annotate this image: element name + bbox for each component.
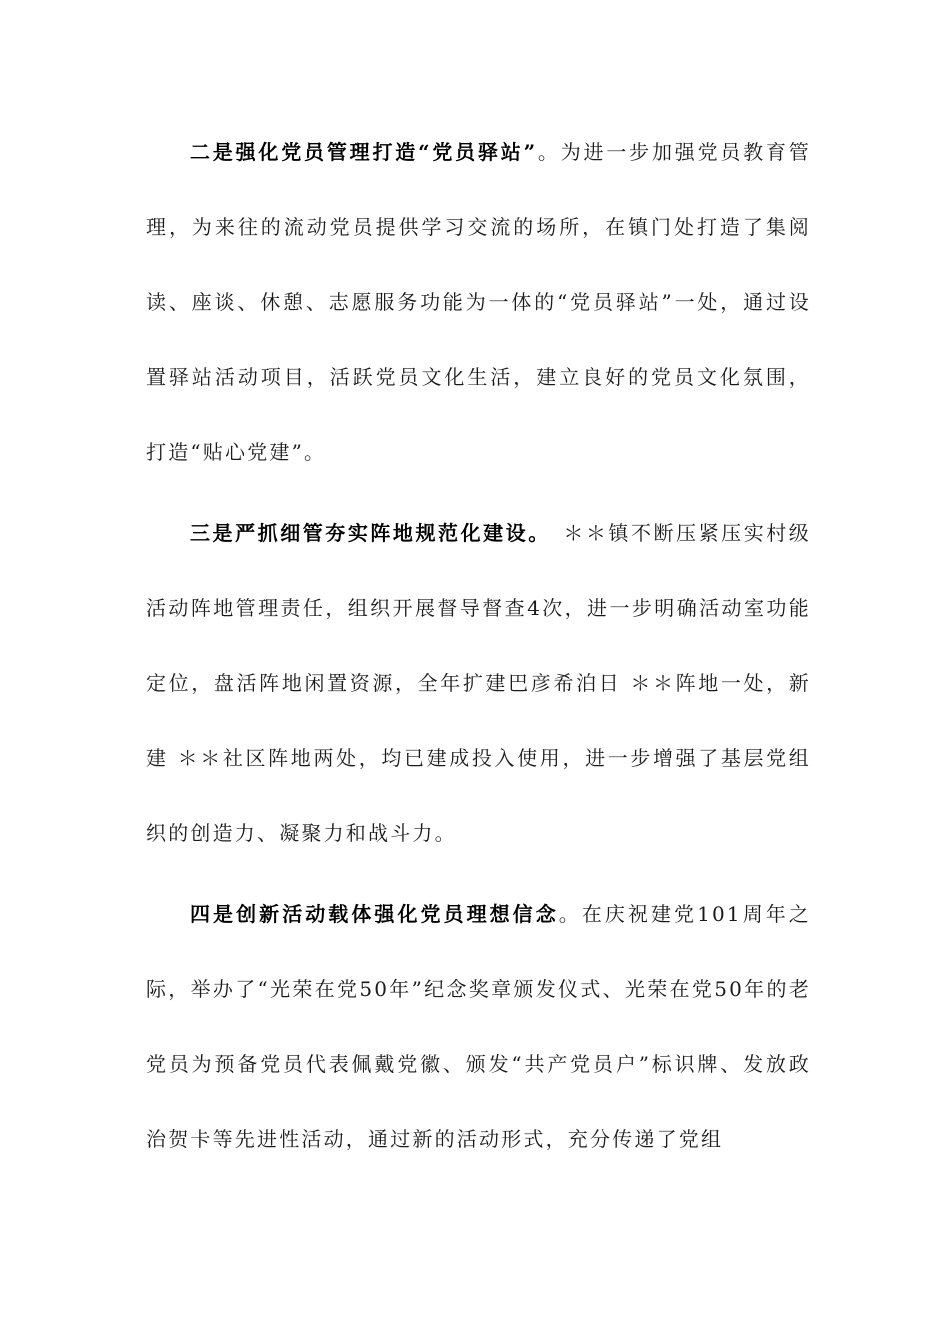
paragraph-heading: 四是创新活动载体强化党员理想信念 xyxy=(190,902,559,926)
paragraph-body: 。为进一步加强党员教育管理，为来往的流动党员提供学习交流的场所，在镇门处打造了集阅读、座谈、休憩、志愿服务功能为一体的“党员驿站”一处，通过设置驿站活动项目，活跃党员文化生活，建立良好的党员文化氛围，打造“贴心党建”。 xyxy=(146,140,811,464)
paragraph-body: ＊＊镇不断压紧压实村级活动阵地管理责任，组织开展督导督查4次，进一步明确活动室功能定位，盘活阵地闲置资源，全年扩建巴彦希泊日 ＊＊阵地一处，新建 ＊＊社区阵地两处，均已建成投入使用，进一步增强了基层党组织的创造力、凝聚力和战斗力。 xyxy=(146,521,811,845)
paragraph-heading: 二是强化党员管理打造“党员驿站” xyxy=(190,140,538,164)
paragraph-position-construction xyxy=(146,496,811,871)
paragraph-heading: 三是严抓细管夯实阵地规范化建设。 xyxy=(190,521,541,545)
paragraph-activity-innovation xyxy=(146,877,811,1177)
paragraph-body: 。在庆祝建党101周年之际，举办了“光荣在党50年”纪念奖章颁发仪式、光荣在党50年的老党员为预备党员代表佩戴党徽、颁发“共产党员户”标识牌、发放政治贺卡等先进性活动，通过新的活动形式，充分传递了党组 xyxy=(146,902,811,1151)
paragraph-party-member-station xyxy=(146,115,811,490)
